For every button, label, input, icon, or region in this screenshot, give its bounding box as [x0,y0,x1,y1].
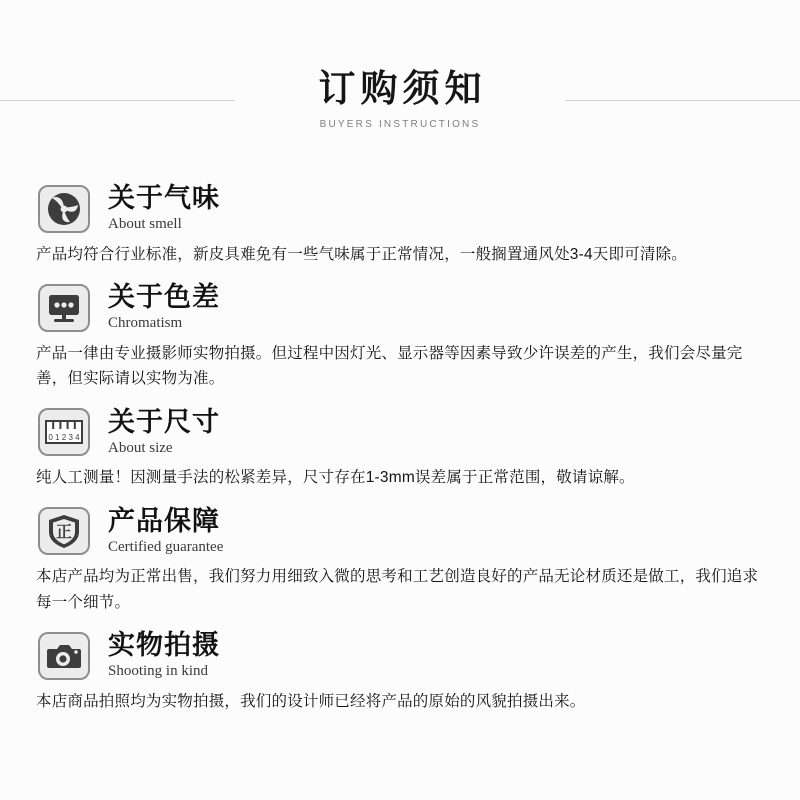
instructions-list [0,178,800,714]
section-title-en: Certified guarantee [108,538,224,555]
section-shooting-in-kind [36,625,764,714]
section-title: 产品保障 [108,505,220,536]
section-title: 关于色差 [108,282,220,313]
section-title-en: Chromatism [108,315,183,332]
page-title: 订购须知 [318,68,487,110]
section-about-smell [36,178,764,267]
fan-icon [36,183,92,235]
section-body: 产品一律由专业摄影师实物拍摄。但过程中因灯光、显示器等因素导致少许误差的产生，我们会尽量完善，但实际请以实物为准。 [36,345,743,388]
shield-glyph: 正 [55,524,73,542]
section-body: 本店产品均为正常出售，我们努力用细致入微的思考和工艺创造良好的产品无论材质还是做工，我们追求每一个细节。 [36,568,759,611]
page-subtitle: BUYERS INSTRUCTIONS [319,118,481,130]
section-header [36,178,764,240]
shield-icon [36,505,92,557]
camera-icon [36,630,92,682]
section-body: 纯人工测量！因测量手法的松紧差异，尺寸存在1-3mm误差属于正常范围，敬请谅解。 [36,469,635,487]
section-header [36,277,764,339]
section-title-en: About smell [108,216,182,233]
section-chromatism [36,277,764,391]
section-title-en: Shooting in kind [108,662,209,679]
monitor-icon [36,282,92,334]
title-box [235,48,565,152]
section-header [36,625,764,687]
section-title: 关于尺寸 [108,406,220,437]
section-title: 关于气味 [108,183,220,214]
page-header [0,0,800,178]
ruler-tick-labels: 0 1 2 3 4 [48,433,80,443]
section-body: 产品均符合行业标准，新皮具难免有一些气味属于正常情况，一般搁置通风处3-4天即可清除。 [36,246,688,263]
section-title-en: About size [108,439,173,456]
section-header [36,401,764,463]
section-title: 实物拍摄 [108,629,220,660]
section-about-size [36,401,764,490]
section-body: 本店商品拍照均为实物拍摄，我们的设计师已经将产品的原始的风貌拍摄出来。 [36,692,586,710]
section-certified-guarantee [36,500,764,614]
ruler-icon [36,406,92,458]
section-header [36,500,764,562]
